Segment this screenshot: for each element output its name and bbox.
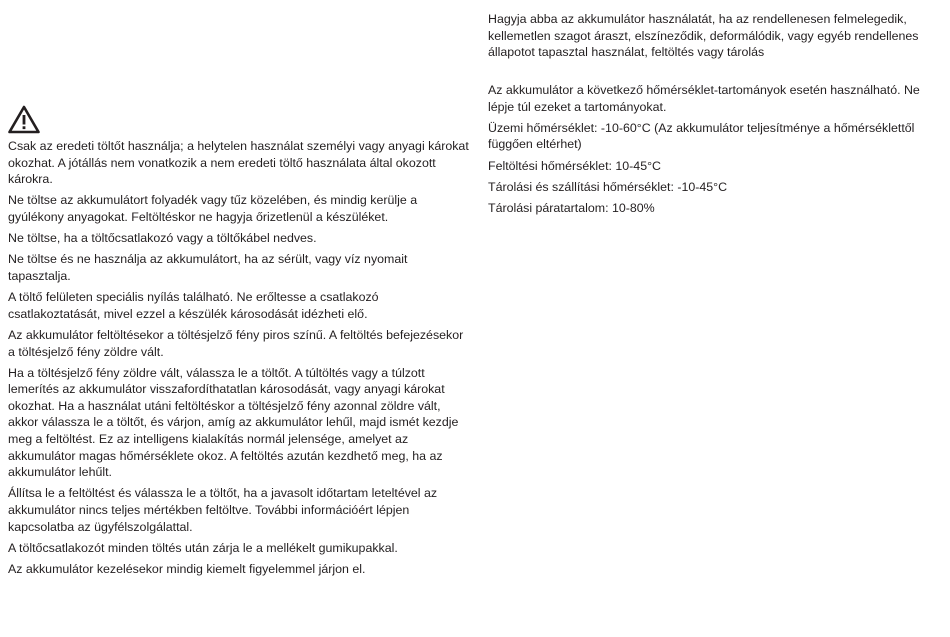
warning-triangle-icon bbox=[8, 105, 40, 134]
storage-transport-temperature: Tárolási és szállítási hőmérséklet: -10-45°C bbox=[488, 179, 728, 194]
warning-paragraph: Ha a töltésjelző fény zöldre vált, válassza le a töltőt. A túltöltés vagy a túlzott lemerítés az akkumulátor visszafordíthatatlan károsodását, vagy anyagi károkat okozhat. Ha a használat utáni feltöltéskor a töltésjelző fény azonnal zöldre vált, akkor válassza le a töltőt, és várjon, amíg az akkumulátor lehűl, majd ismét kezdje meg a feltöltést. Ez az intelligens kialakítás normál jelensége, amelyet az akkumulátor magas hőmérséklete okoz. A feltöltés azután kezdhető meg, ha az akkumulátor lehűlt. bbox=[8, 365, 459, 480]
abnormal-use-section bbox=[488, 11, 943, 65]
temperature-section bbox=[488, 82, 943, 221]
warning-paragraph: Az akkumulátor kezelésekor mindig kiemelt figyelemmel járjon el. bbox=[8, 562, 366, 576]
operating-temperature: Üzemi hőmérséklet: -10-60°C (Az akkumulátor teljesítménye a hőmérséklettől függően eltérhet) bbox=[488, 120, 915, 152]
temperature-intro: Az akkumulátor a következő hőmérséklet-tartományok esetén használható. Ne lépje túl ezeket a tartományokat. bbox=[488, 83, 920, 114]
warnings-list bbox=[8, 138, 470, 582]
charging-temperature: Feltöltési hőmérséklet: 10-45°C bbox=[488, 158, 661, 173]
abnormal-use-paragraph: Hagyja abba az akkumulátor használatát, ha az rendellenesen felmelegedik, kellemetlen szagot áraszt, elszíneződik, deformálódik, vagy egyéb rendellenes állapotot tapasztal használat, feltöltés vagy tárolás bbox=[488, 12, 919, 60]
warning-paragraph: A töltőcsatlakozót minden töltés után zárja le a mellékelt gumikupakkal. bbox=[8, 540, 398, 555]
warning-paragraph: Az akkumulátor feltöltésekor a töltésjelző fény piros színű. A feltöltés befejezésekor a töltésjelző fény zöldre vált. bbox=[8, 327, 464, 359]
warning-paragraph: Állítsa le a feltöltést és válassza le a töltőt, ha a javasolt időtartam leteltével az akkumulátor nincs teljes mértékben feltöltve. További információért lépjen kapcsolatba az ügyfélszolgálattal. bbox=[8, 486, 438, 534]
warning-paragraph: Ne töltse és ne használja az akkumulátort, ha az sérült, vagy víz nyomait tapasztalja. bbox=[8, 252, 408, 283]
warning-paragraph: Ne töltse, ha a töltőcsatlakozó vagy a töltőkábel nedves. bbox=[8, 231, 317, 246]
warning-paragraph: Csak az eredeti töltőt használja; a helytelen használat személyi vagy anyagi károkat okozhat. A jótállás nem vonatkozik a nem eredeti töltő használata által okozott károkra. bbox=[8, 139, 469, 187]
warning-paragraph: Ne töltse az akkumulátort folyadék vagy tűz közelében, és mindig kerülje a gyúlékony anyagokat. Feltöltéskor ne hagyja őrizetlenül a készüléket. bbox=[8, 193, 418, 224]
storage-humidity: Tárolási páratartalom: 10-80% bbox=[488, 200, 655, 215]
warning-paragraph: A töltő felületen speciális nyílás található. Ne erőltesse a csatlakozó csatlakoztatását, mivel ezzel a készülék károsodását idézheti elő. bbox=[8, 290, 379, 321]
